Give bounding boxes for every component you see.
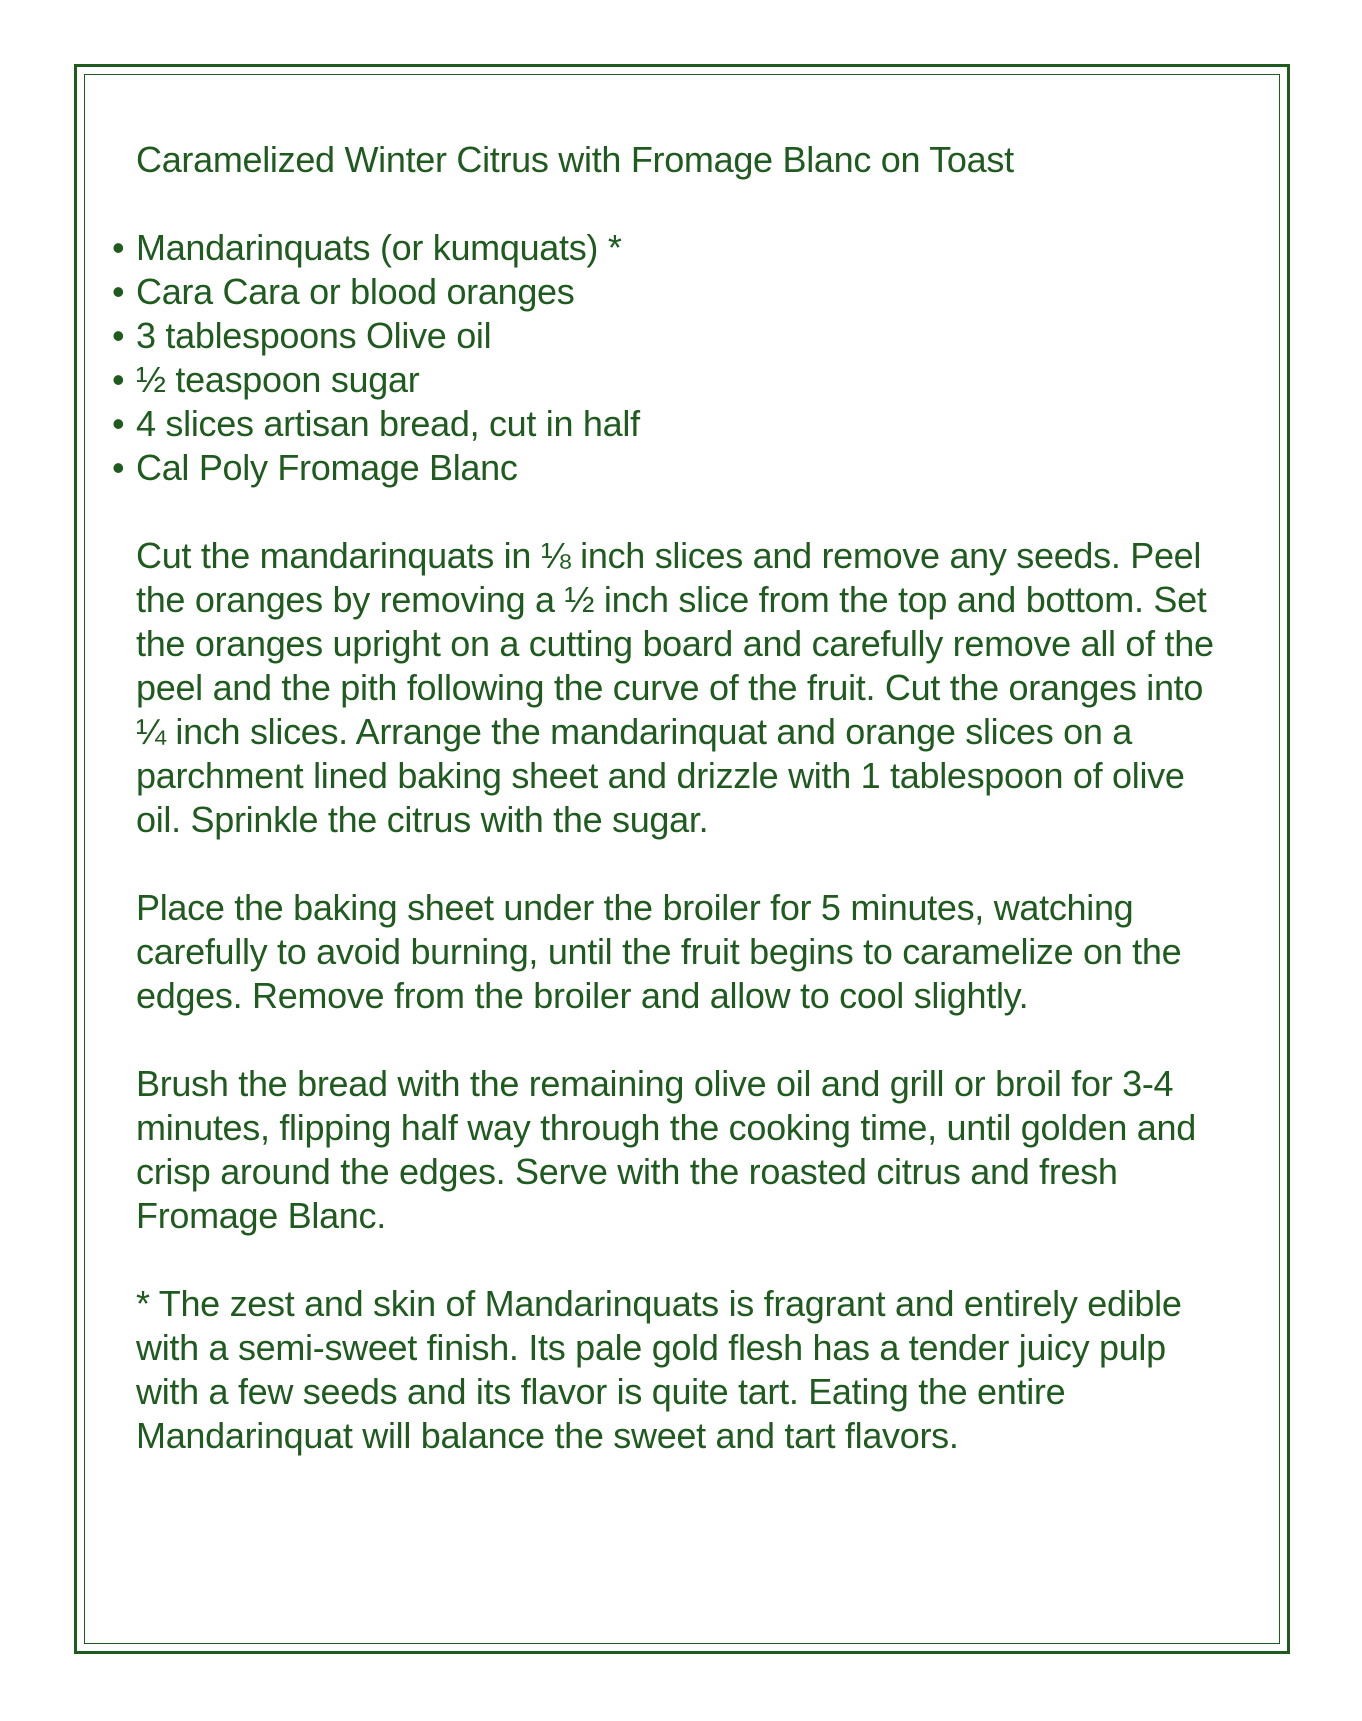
ingredient-item: • 3 tablespoons Olive oil [136, 314, 1236, 358]
ingredient-item: • Cal Poly Fromage Blanc [136, 446, 1236, 490]
instruction-step-2: Place the baking sheet under the broiler for 5 minutes, watching carefully to avoid burning, until the fruit begins to caramelize on the edges. Remove from the broiler and allow to cool slightly. [136, 887, 1182, 1016]
instruction-step-3: Brush the bread with the remaining olive oil and grill or broil for 3-4 minutes, flipping half way through the cooking time, until golden and crisp around the edges. Serve with the roasted citrus and fresh Fromage Blanc. [136, 1063, 1196, 1236]
ingredient-item: • ½ teaspoon sugar [136, 358, 1236, 402]
ingredient-item: • 4 slices artisan bread, cut in half [136, 402, 1236, 446]
recipe-title: Caramelized Winter Citrus with Fromage Blanc on Toast [136, 139, 1014, 180]
recipe-card [136, 138, 1236, 1502]
footnote: * The zest and skin of Mandarinquats is fragrant and entirely edible with a semi-sweet finish. Its pale gold flesh has a tender juicy pulp with a few seeds and its flavor is quite tart. Eating the entire Mandarinquat will balance the sweet and tart flavors. [136, 1283, 1182, 1456]
instruction-step-1: Cut the mandarinquats in ⅛ inch slices and remove any seeds. Peel the oranges by removing a ½ inch slice from the top and bottom. Set the oranges upright on a cutting board and carefully remove all of the peel and the pith following the curve of the fruit. Cut the oranges into ¼ inch slices. Arrange the mandarinquat and orange slices on a parchment lined baking sheet and drizzle with 1 tablespoon of olive oil. Sprinkle the citrus with the sugar. [136, 535, 1214, 840]
ingredient-item: • Cara Cara or blood oranges [136, 270, 1236, 314]
ingredient-list [136, 226, 1236, 490]
ingredient-item: • Mandarinquats (or kumquats) * [136, 226, 1236, 270]
